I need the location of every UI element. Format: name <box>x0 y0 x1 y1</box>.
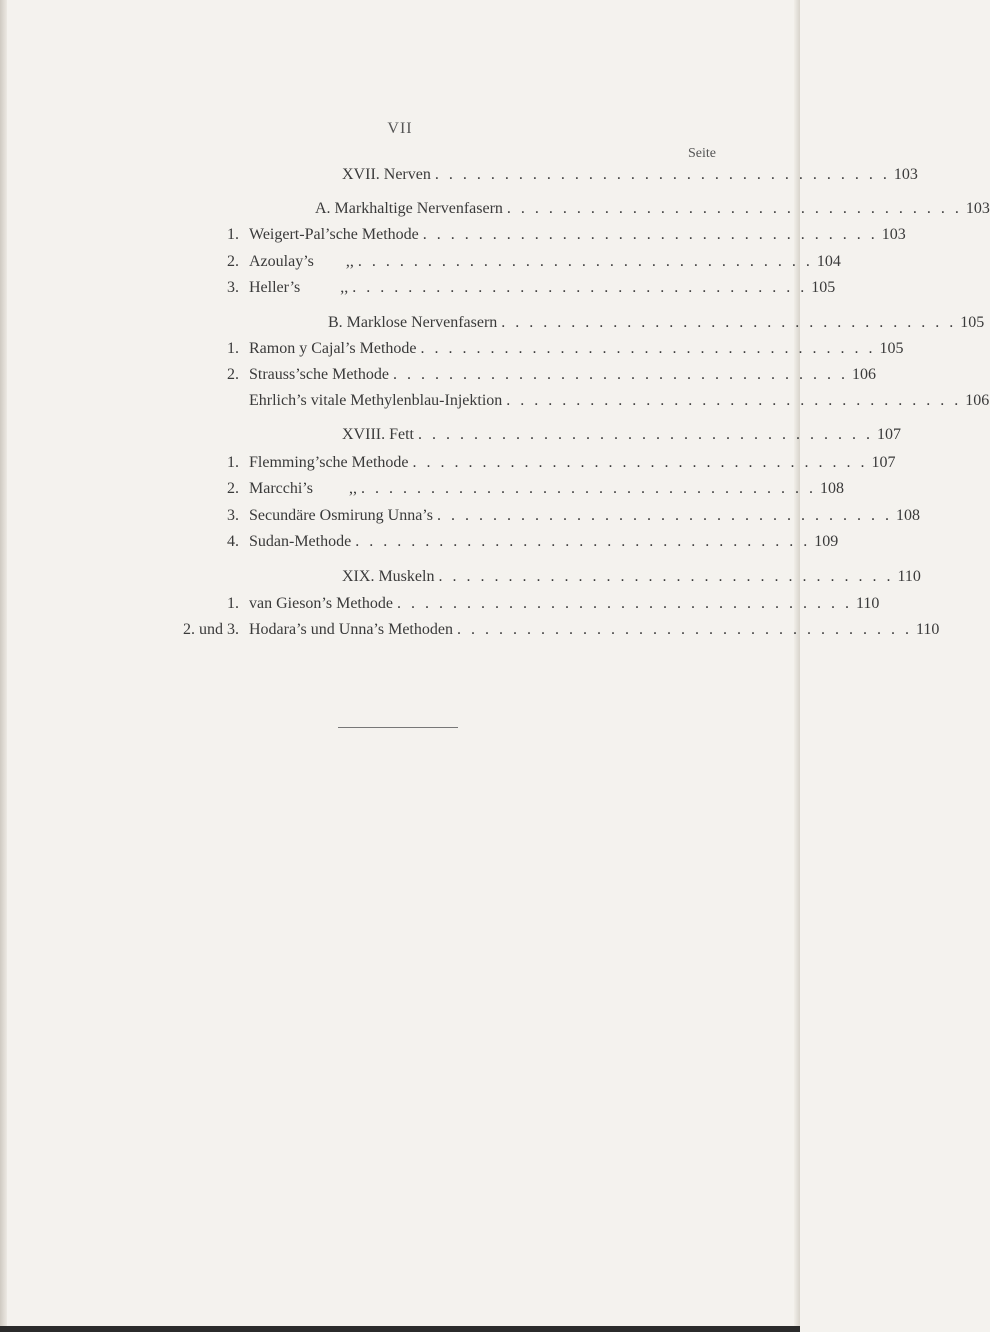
toc-page: 107 <box>871 454 896 471</box>
toc-subheading-row <box>315 200 990 224</box>
toc-heading-row <box>342 568 921 592</box>
toc-item-row <box>227 595 880 619</box>
toc-item-row <box>227 226 906 250</box>
leader-dots: . . . . . . . . . . . . . . . . . . . . . . . . . . . . . . . . . <box>501 314 957 331</box>
toc-item-row <box>227 279 836 303</box>
toc-item-number: 1. <box>227 595 239 612</box>
toc-page: 110 <box>897 568 921 585</box>
toc-page: 103 <box>881 226 906 243</box>
leader-dots: . . . . . . . . . . . . . . . . . . . . . . . . . . . . . . . . . <box>434 166 890 183</box>
toc-page: 106 <box>851 366 876 383</box>
leader-dots: . . . . . . . . . . . . . . . . . . . . . . . . . . . . . . . . . <box>438 568 894 585</box>
toc-item-row <box>227 366 876 390</box>
leader-dots: . . . . . . . . . . . . . . . . . . . . . . . . . . . . . . . . . <box>360 480 816 497</box>
leader-dots: . . . . . . . . . . . . . . . . . . . . . . . . . . . . . . . . . <box>506 392 962 409</box>
toc-item-number: 1. <box>227 454 239 471</box>
toc-item-number: 2. und 3. <box>183 621 239 638</box>
toc-title: Marcchi’s ,, <box>249 480 357 497</box>
toc-title: Ehrlich’s vitale Methylenblau-Injektion <box>249 392 503 409</box>
page-number: VII <box>387 120 413 137</box>
toc-title: Hodara’s und Unna’s Methoden <box>249 621 453 638</box>
toc-heading-row <box>342 426 901 450</box>
toc-title: Strauss’sche Methode <box>249 366 389 383</box>
page-bottom-edge <box>0 1326 800 1332</box>
leader-dots: . . . . . . . . . . . . . . . . . . . . . . . . . . . . . . . . . <box>352 279 808 296</box>
toc-title: Azoulay’s ,, <box>249 253 354 270</box>
toc-subheading-row <box>328 314 985 338</box>
column-header-seite: Seite <box>688 146 716 161</box>
toc-page: 108 <box>895 507 920 524</box>
leader-dots: . . . . . . . . . . . . . . . . . . . . . . . . . . . . . . . . . <box>396 595 852 612</box>
leader-dots: . . . . . . . . . . . . . . . . . . . . . . . . . . . . . . . . . <box>456 621 912 638</box>
leader-dots: . . . . . . . . . . . . . . . . . . . . . . . . . . . . . . . . . <box>357 253 813 270</box>
leader-dots: . . . . . . . . . . . . . . . . . . . . . . . . . . . . . . . . . <box>506 200 962 217</box>
toc-item-row <box>183 621 940 645</box>
page-left-edge <box>0 0 7 1332</box>
toc-title: Ramon y Cajal’s Methode <box>249 340 417 357</box>
toc-heading-row <box>342 166 918 190</box>
toc-item-number: 2. <box>227 366 239 383</box>
toc-item-row <box>227 507 920 531</box>
toc-page: 104 <box>816 253 841 270</box>
toc-page: 110 <box>915 621 940 638</box>
toc-item-number: 2. <box>227 480 239 497</box>
toc-item-row <box>227 454 896 478</box>
toc-page: 103 <box>893 166 918 183</box>
toc-page: 105 <box>879 340 904 357</box>
toc-title: van Gieson’s Methode <box>249 595 393 612</box>
toc-title: XIX. Muskeln <box>342 568 435 585</box>
toc-page: 110 <box>855 595 880 612</box>
leader-dots: . . . . . . . . . . . . . . . . . . . . . . . . . . . . . . . . . <box>392 366 848 383</box>
toc-title: Weigert-Pal’sche Methode <box>249 226 419 243</box>
toc-page: 103 <box>965 200 990 217</box>
toc-item-row <box>227 480 844 504</box>
toc-item-number: 1. <box>227 340 239 357</box>
leader-dots: . . . . . . . . . . . . . . . . . . . . . . . . . . . . . . . . . <box>412 454 868 471</box>
toc-title: XVIII. Fett <box>342 426 414 443</box>
toc-page: 105 <box>811 279 836 296</box>
toc-page: 106 <box>965 392 990 409</box>
toc-page: 108 <box>819 480 844 497</box>
toc-item-number: 3. <box>227 279 239 296</box>
leader-dots: . . . . . . . . . . . . . . . . . . . . . . . . . . . . . . . . . <box>355 533 811 550</box>
toc-title: Sudan-Methode <box>249 533 352 550</box>
toc-page: 105 <box>960 314 985 331</box>
toc-item-row <box>249 392 990 416</box>
toc-page: 107 <box>876 426 901 443</box>
toc-item-row <box>227 340 904 364</box>
section-end-rule <box>338 727 458 728</box>
leader-dots: . . . . . . . . . . . . . . . . . . . . . . . . . . . . . . . . . <box>436 507 892 524</box>
toc-title: Flemming’sche Methode <box>249 454 409 471</box>
leader-dots: . . . . . . . . . . . . . . . . . . . . . . . . . . . . . . . . . <box>420 340 876 357</box>
toc-title: A. Markhaltige Nervenfasern <box>315 200 503 217</box>
toc-title: Secundäre Osmirung Unna’s <box>249 507 433 524</box>
toc-item-number: 2. <box>227 253 239 270</box>
toc-item-row <box>227 533 839 557</box>
toc-item-number: 1. <box>227 226 239 243</box>
leader-dots: . . . . . . . . . . . . . . . . . . . . . . . . . . . . . . . . . <box>422 226 878 243</box>
toc-page: 109 <box>814 533 839 550</box>
toc-item-row <box>227 253 841 277</box>
toc-title: Heller’s ,, <box>249 279 349 296</box>
leader-dots: . . . . . . . . . . . . . . . . . . . . . . . . . . . . . . . . . <box>417 426 873 443</box>
toc-title: B. Marklose Nervenfasern <box>328 314 498 331</box>
toc-title: XVII. Nerven <box>342 166 431 183</box>
toc-item-number: 4. <box>227 533 239 550</box>
toc-item-number: 3. <box>227 507 239 524</box>
